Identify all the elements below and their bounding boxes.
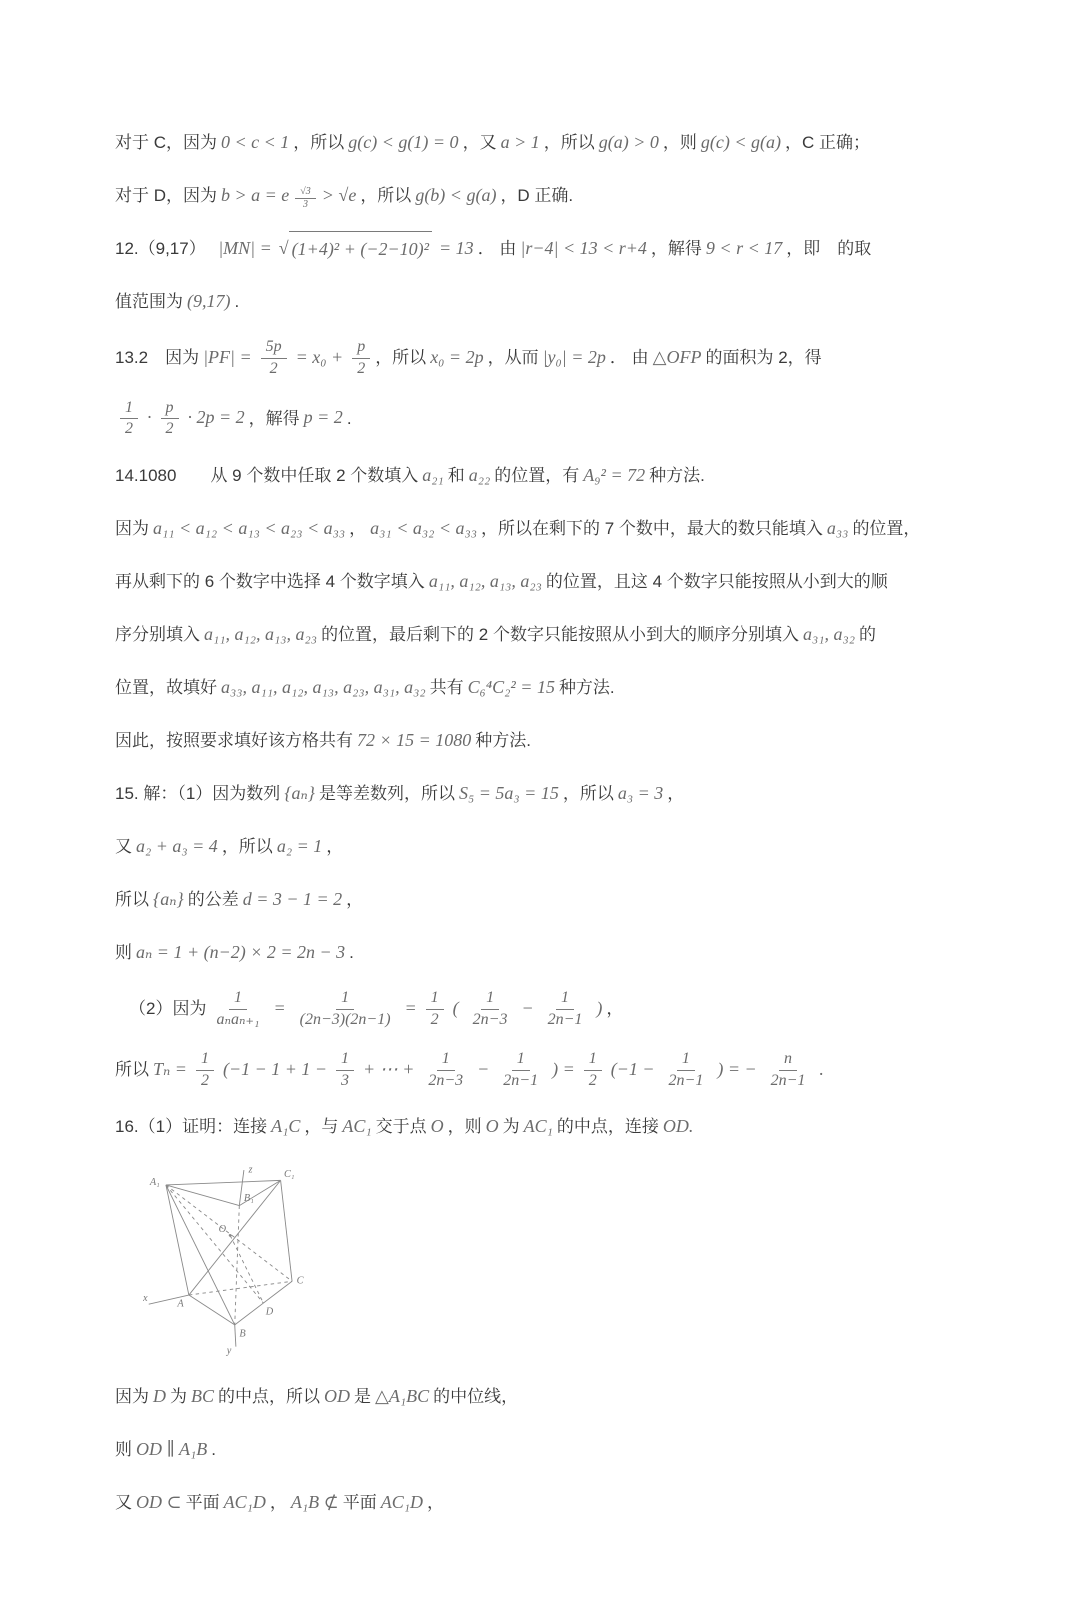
text-run: ，解得 <box>248 408 300 428</box>
text-run: 14.1080 从 9 个数中任取 2 个数填入 <box>115 466 419 486</box>
text-run: ， <box>667 784 685 804</box>
edge-a1b1 <box>166 1185 239 1206</box>
doc-line <box>115 988 980 1031</box>
text-run: ，所以 <box>360 186 412 205</box>
math-run: |r−4| < 13 < r+4 <box>520 238 647 258</box>
doc-line <box>115 511 980 546</box>
doc-line <box>115 829 980 864</box>
doc-line <box>115 231 980 266</box>
fraction-denominator: 2n−1 <box>770 1071 806 1089</box>
text-run: 因为 <box>115 519 149 539</box>
math-run: OD ⊂ <box>136 1492 182 1513</box>
fraction-denominator: 2n−1 <box>668 1071 704 1089</box>
fraction <box>426 988 444 1031</box>
math-run: (−1 − <box>610 1058 655 1079</box>
text-run: （2）因为 <box>129 998 207 1018</box>
fraction-numerator: 5p <box>261 337 287 359</box>
text-run: ，所以在剩下的 7 个数中，最大的数只能填入 <box>481 519 823 539</box>
text-run: 的位置，有 <box>494 466 580 486</box>
vertex-label-b1: B₁ <box>243 1193 254 1205</box>
text-run: ， <box>326 837 344 857</box>
fraction-numerator: 1 <box>336 1049 354 1071</box>
prism-figure <box>143 1162 323 1357</box>
text-run: 共有 <box>429 678 464 698</box>
fraction-numerator: 1 <box>512 1049 530 1071</box>
text-run: . <box>349 943 354 963</box>
math-run: O <box>485 1116 499 1137</box>
text-run: 则 <box>115 943 132 963</box>
text-run: 平面 <box>342 1493 377 1513</box>
text-run: ， <box>269 1493 287 1513</box>
math-run: {aₙ} <box>153 889 184 910</box>
math-run: g(c) < g(1) = 0 <box>348 132 459 152</box>
doc-line <box>115 337 980 380</box>
text-run: 又 <box>115 1493 132 1513</box>
point-o-dot <box>229 1234 232 1237</box>
doc-line <box>115 1049 980 1092</box>
doc-line <box>115 178 980 213</box>
sqrt-expression <box>279 231 432 266</box>
math-run: △A₁BC <box>375 1386 430 1407</box>
text-run: 因此，按照要求填好该方格共有 <box>115 731 353 751</box>
text-run: 的位置，且这 4 个数字只能按照从小到大的顺 <box>545 572 888 592</box>
text-run: ，又 <box>462 133 497 152</box>
fraction-numerator: 1 <box>481 988 499 1010</box>
fraction-denominator: 2 <box>357 359 366 377</box>
fraction-numerator: 1 <box>336 988 354 1010</box>
fraction <box>261 337 287 380</box>
vertex-label-c1: C₁ <box>284 1169 295 1181</box>
text-run: 交于点 <box>375 1117 427 1137</box>
doc-line <box>115 935 980 970</box>
math-run: {aₙ} <box>284 783 316 804</box>
fraction-numerator: p <box>161 398 179 420</box>
vertex-label-c: C <box>296 1275 304 1287</box>
fraction-numerator: 1 <box>229 988 247 1010</box>
fraction-numerator: n <box>779 1049 797 1071</box>
fraction-denominator: 2 <box>165 420 174 438</box>
math-run: 0 < c < 1 <box>221 132 290 152</box>
axis-label-y: y <box>226 1345 232 1357</box>
fraction <box>352 337 370 380</box>
text-run: 因为 <box>115 1387 149 1407</box>
text-run: 的中位线， <box>433 1387 519 1407</box>
fraction-denominator: 2n−3 <box>472 1010 508 1028</box>
math-run: S₅ = 5a₃ = 15 <box>459 783 559 804</box>
math-run: a₁₁, a₁₂, a₁₃, a₂₃ <box>204 624 318 645</box>
math-run: △OFP <box>652 346 702 367</box>
math-run: g(b) < g(a) <box>415 185 497 205</box>
text-run: ， <box>426 1493 444 1513</box>
fraction <box>498 1049 543 1092</box>
text-run: 种方法. <box>475 731 532 751</box>
text-run: ， <box>606 998 624 1018</box>
fraction <box>468 988 513 1031</box>
math-run: a₃₃, a₁₁, a₁₂, a₁₃, a₂₃, a₃₁, a₃₂ <box>221 677 426 698</box>
math-run: a₃₁ < a₃₂ < a₃₃ <box>370 518 478 539</box>
math-run: OD ∥ A₁B <box>136 1439 208 1460</box>
doc-line <box>115 564 980 599</box>
math-run: > √e <box>321 185 357 205</box>
math-run: ( <box>452 997 459 1018</box>
text-run: 序分别填入 <box>115 625 200 645</box>
text-run: 的 <box>859 625 876 645</box>
doc-line <box>115 1432 980 1467</box>
math-run: a₁₁ < a₁₂ < a₁₃ < a₂₃ < a₃₃ <box>153 518 346 539</box>
fraction <box>584 1049 602 1092</box>
text-run: 12.（9,17） <box>115 239 215 258</box>
math-run: a > 1 <box>500 132 540 152</box>
math-run: C₆⁴C₂² = 15 <box>467 677 555 698</box>
text-run: ，则 <box>447 1117 482 1137</box>
doc-line <box>115 1109 980 1144</box>
math-run: |PF| = <box>203 346 252 367</box>
text-run: 平面 <box>185 1493 220 1513</box>
text-run: ，从而 <box>487 347 539 367</box>
fraction <box>766 1049 811 1092</box>
fraction-denominator: 2 <box>125 420 133 438</box>
text-run: 为 <box>170 1387 187 1407</box>
math-run: 9 < r < 17 <box>705 238 783 258</box>
fraction-numerator: √3 <box>295 186 316 199</box>
math-run: a₁₁, a₁₂, a₁₃, a₂₃ <box>428 571 542 592</box>
fraction <box>161 398 179 441</box>
math-run: ) <box>596 997 603 1018</box>
fraction-denominator: 3 <box>341 1071 350 1089</box>
fraction <box>120 398 138 441</box>
edge-a1c1 <box>166 1181 281 1186</box>
math-run: ) = − <box>717 1058 757 1079</box>
fraction-denominator: 2n−1 <box>503 1071 539 1089</box>
math-run: b > a = e <box>221 185 290 205</box>
math-run: aₙ = 1 + (n−2) × 2 = 2n − 3 <box>136 942 346 963</box>
lines-before <box>115 125 980 1144</box>
text-run: ， <box>346 890 364 910</box>
math-run: − <box>477 1058 490 1079</box>
math-run: D <box>153 1386 166 1407</box>
fraction-numerator: 1 <box>584 1049 602 1071</box>
fraction-denominator: 2n−3 <box>428 1071 464 1089</box>
math-run: · 2p = 2 <box>187 407 245 428</box>
text-run: 和 <box>447 466 465 486</box>
fraction <box>196 1049 214 1092</box>
doc-line <box>115 458 980 493</box>
math-run: A₁B ⊄ <box>290 1492 339 1513</box>
doc-line <box>115 723 980 758</box>
doc-line <box>115 1485 980 1520</box>
math-run: = <box>404 997 417 1018</box>
text-run: 的公差 <box>187 890 239 910</box>
fraction-denominator: 2 <box>200 1071 209 1089</box>
text-run: . <box>234 292 240 311</box>
text-run: 16.（1）证明：连接 <box>115 1117 268 1137</box>
fraction-numerator: p <box>352 337 370 359</box>
math-run: g(c) < g(a) <box>700 132 781 152</box>
math-run: AC₁ <box>523 1116 553 1137</box>
text-run: ，则 <box>662 133 697 152</box>
doc-line <box>115 670 980 705</box>
fraction <box>664 1049 709 1092</box>
fraction <box>543 988 588 1031</box>
text-run: 对于 C，因为 <box>115 133 217 152</box>
vertex-label-a: A <box>177 1298 184 1310</box>
fraction <box>295 186 316 211</box>
vertex-label-b: B <box>239 1328 246 1340</box>
fraction-denominator: 2 <box>430 1010 439 1028</box>
doc-line <box>115 617 980 652</box>
vertex-label-d: D <box>265 1306 274 1318</box>
text-run: ，所以 <box>543 133 595 152</box>
doc-line <box>115 284 980 319</box>
math-run: x₀ = 2p <box>430 346 484 367</box>
vertex-label-a1: A₁ <box>149 1177 160 1189</box>
math-run: a₂₁ <box>422 465 444 486</box>
math-run: ) = <box>552 1058 575 1079</box>
math-run: OD. <box>662 1116 694 1137</box>
math-run: + ⋯ + <box>363 1058 415 1079</box>
text-run: 的中点，所以 <box>218 1387 321 1407</box>
math-run: |y₀| = 2p <box>542 346 606 367</box>
text-run: ． 由 <box>609 347 649 367</box>
math-run: a₂₂ <box>468 465 491 486</box>
math-run: Tₙ = <box>153 1058 187 1079</box>
text-run: 所以 <box>115 1059 149 1079</box>
text-run: 的位置， <box>852 519 921 539</box>
text-run: 所以 <box>115 890 149 910</box>
text-run: 种方法. <box>558 678 615 698</box>
math-run: AC₁D <box>380 1492 423 1513</box>
math-run: (9,17) <box>187 291 231 311</box>
fraction-numerator: 1 <box>196 1049 214 1071</box>
text-run: . <box>346 408 352 428</box>
doc-line <box>115 125 980 160</box>
math-run: A₁C <box>271 1116 301 1137</box>
fraction-denominator: 3 <box>303 199 309 211</box>
text-run: . <box>211 1440 216 1460</box>
math-run: (−1 − 1 + 1 − <box>222 1058 328 1079</box>
fraction-denominator: (2n−3)(2n−1) <box>299 1010 391 1028</box>
fraction-denominator: 2 <box>269 359 278 377</box>
edge-a1a <box>166 1185 189 1295</box>
math-run: O <box>430 1116 444 1137</box>
text-run: 是 <box>354 1387 372 1407</box>
text-run: 又 <box>115 837 132 857</box>
point-label-o: O <box>218 1224 227 1236</box>
text-run: ，所以 <box>562 784 614 804</box>
text-run: 位置，故填好 <box>115 678 217 698</box>
math-run: AC₁ <box>342 1116 372 1137</box>
edge-c1c <box>281 1181 292 1282</box>
fraction-numerator: 1 <box>677 1049 695 1071</box>
math-run: a₂ + a₃ = 4 <box>136 836 218 857</box>
math-run: · <box>147 407 152 428</box>
text-run: 13.2 因为 <box>115 347 200 367</box>
math-run: |MN| = <box>218 238 272 258</box>
math-run: A₉² = 72 <box>583 465 646 486</box>
text-run: 值范围为 <box>115 292 183 311</box>
text-run: 则 <box>115 1440 132 1460</box>
fraction-denominator: 2n−1 <box>547 1010 583 1028</box>
text-run: 的位置，最后剩下的 2 个数字只能按照从小到大的顺序分别填入 <box>321 625 799 645</box>
math-run: = x₀ + <box>295 346 344 367</box>
fraction-numerator: 1 <box>437 1049 455 1071</box>
edge-b1b <box>235 1206 240 1325</box>
math-run: p = 2 <box>303 407 343 428</box>
text-run: ，解得 <box>650 239 702 258</box>
math-run: a₃₃ <box>826 518 849 539</box>
text-run: ，D 正确. <box>500 186 574 205</box>
fraction <box>423 1049 468 1092</box>
fraction-denominator: 2 <box>588 1071 597 1089</box>
diagonal-a1b <box>166 1185 235 1325</box>
fraction <box>336 1049 354 1092</box>
math-run: AC₁D <box>223 1492 266 1513</box>
fraction-numerator: 1 <box>120 398 138 420</box>
axis-label-z: z <box>248 1164 253 1176</box>
math-run: = <box>273 997 286 1018</box>
math-run: a₂ = 1 <box>276 836 323 857</box>
math-run: g(a) > 0 <box>598 132 659 152</box>
doc-line <box>115 1379 980 1414</box>
lines-after <box>115 1379 980 1520</box>
segment-od <box>230 1236 263 1304</box>
text-run: 再从剩下的 6 个数字中选择 4 个数字填入 <box>115 572 425 592</box>
text-run: ，与 <box>304 1117 339 1137</box>
prism-diagram <box>143 1162 315 1357</box>
axis-y <box>235 1325 236 1347</box>
text-run: ，所以 <box>375 347 427 367</box>
text-run: 是等差数列，所以 <box>319 784 456 804</box>
diagonal-a1c <box>166 1185 292 1281</box>
fraction-numerator: 1 <box>556 988 574 1010</box>
radicand: (1+4)² + (−2−10)² <box>289 231 432 266</box>
math-run: a₃₁, a₃₂ <box>802 624 855 645</box>
fraction-numerator: 1 <box>426 988 444 1010</box>
text-run: ，所以 <box>221 837 273 857</box>
text-run: 15. 解：（1）因为数列 <box>115 784 281 804</box>
math-run: d = 3 − 1 = 2 <box>242 889 343 910</box>
doc-line <box>115 776 980 811</box>
math-run: = 13 <box>439 238 474 258</box>
text-run: 的面积为 2，得 <box>705 347 822 367</box>
text-run: ，C 正确； <box>784 133 870 152</box>
text-run: ， <box>349 519 367 539</box>
fraction-denominator: aₙaₙ₊₁ <box>216 1010 260 1028</box>
fraction <box>295 988 396 1031</box>
doc-line <box>115 398 980 441</box>
text-run: 对于 D，因为 <box>115 186 217 205</box>
text-run: 种方法. <box>649 466 705 486</box>
math-run: OD <box>324 1386 351 1407</box>
axis-label-x: x <box>143 1293 148 1305</box>
text-run: ． 由 <box>477 239 517 258</box>
fraction <box>211 988 264 1031</box>
text-run: ，所以 <box>293 133 345 152</box>
math-run: 72 × 15 = 1080 <box>357 730 472 751</box>
diagonal-ac1 <box>189 1181 281 1296</box>
text-run: 的中点，连接 <box>556 1117 659 1137</box>
math-run: − <box>521 997 534 1018</box>
math-run: a₃ = 3 <box>617 783 664 804</box>
doc-line <box>115 882 980 917</box>
text-run: ，即 的取 <box>786 239 872 258</box>
radical-sign: √ <box>278 238 289 258</box>
math-run: BC <box>191 1386 215 1407</box>
math-run: . <box>819 1058 824 1079</box>
text-run: 为 <box>502 1117 520 1137</box>
